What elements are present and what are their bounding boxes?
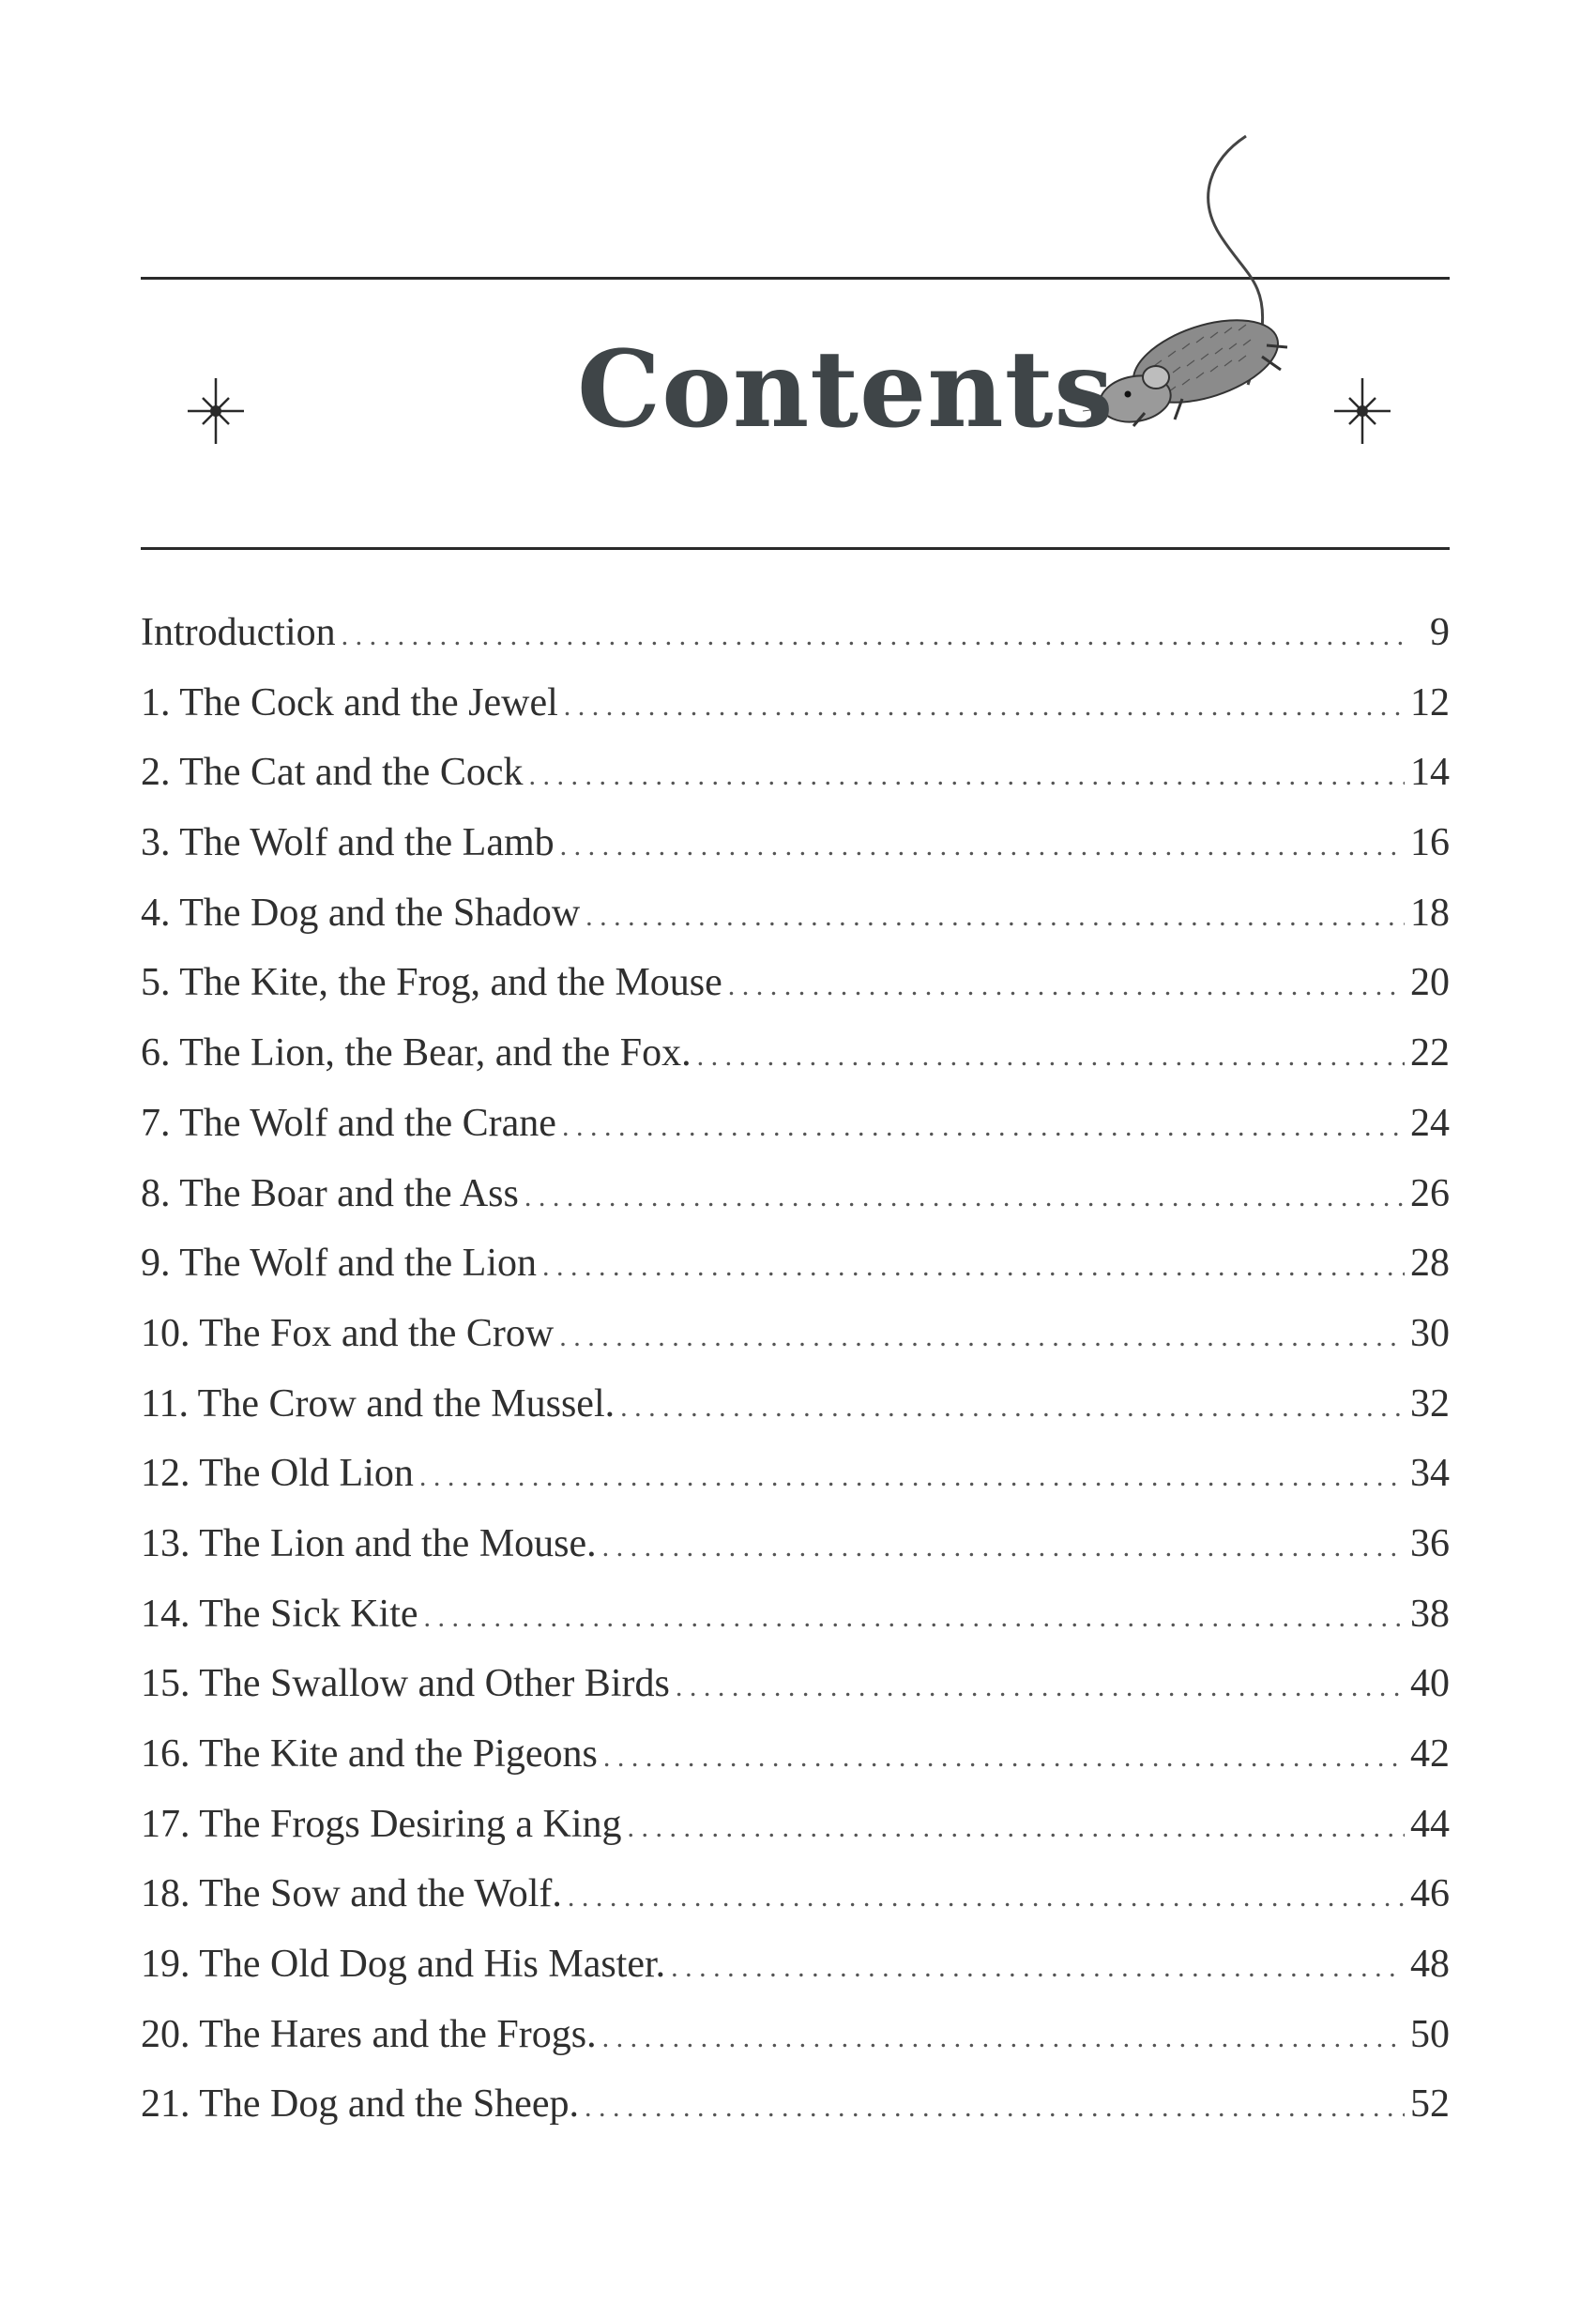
dot-leader bbox=[697, 1041, 1405, 1073]
dot-leader bbox=[671, 1952, 1405, 1984]
toc-entry-title: 5. The Kite, the Frog, and the Mouse bbox=[141, 961, 722, 1005]
toc-entry-page: 32 bbox=[1410, 1381, 1450, 1426]
toc-entry-page: 48 bbox=[1410, 1943, 1450, 1987]
toc-entry[interactable] bbox=[141, 1871, 1450, 1942]
toc-entry-title: 15. The Swallow and Other Birds bbox=[141, 1662, 670, 1706]
toc-entry-page: 50 bbox=[1410, 2012, 1450, 2056]
toc-entry-page: 12 bbox=[1410, 680, 1450, 724]
toc-entry-title: 12. The Old Lion bbox=[141, 1452, 414, 1496]
dot-leader bbox=[560, 831, 1405, 862]
toc-entry-page: 14 bbox=[1410, 751, 1450, 795]
toc-entry-page: 20 bbox=[1410, 961, 1450, 1005]
toc-entry[interactable] bbox=[141, 1731, 1450, 1802]
toc-entry[interactable] bbox=[141, 1592, 1450, 1662]
toc-entry-page: 9 bbox=[1430, 611, 1450, 654]
toc-entry-title: 1. The Cock and the Jewel bbox=[141, 680, 558, 724]
toc-entry-title: 13. The Lion and the Mouse. bbox=[141, 1521, 597, 1565]
dot-leader bbox=[602, 2022, 1405, 2054]
dot-leader bbox=[603, 1742, 1405, 1774]
toc-entry[interactable] bbox=[141, 1101, 1450, 1171]
toc-entry-title: 8. The Boar and the Ass bbox=[141, 1171, 519, 1215]
dot-leader bbox=[424, 1602, 1405, 1634]
toc-entry-title: 18. The Sow and the Wolf. bbox=[141, 1872, 562, 1916]
dot-leader bbox=[342, 620, 1406, 652]
toc-entry-title: Introduction bbox=[141, 611, 336, 654]
dot-leader bbox=[568, 1882, 1405, 1914]
toc-entry-title: 19. The Old Dog and His Master. bbox=[141, 1943, 666, 1987]
toc-entry-page: 18 bbox=[1410, 891, 1450, 935]
toc-entry-page: 44 bbox=[1410, 1802, 1450, 1846]
toc-entry-page: 38 bbox=[1410, 1592, 1450, 1636]
toc-entry-title: 20. The Hares and the Frogs. bbox=[141, 2012, 597, 2056]
toc-entry-title: 2. The Cat and the Cock bbox=[141, 751, 524, 795]
dot-leader bbox=[564, 691, 1405, 723]
toc-entry-title: 4. The Dog and the Shadow bbox=[141, 891, 581, 935]
star-ornament-icon bbox=[1334, 374, 1391, 449]
toc-entry-title: 9. The Wolf and the Lion bbox=[141, 1242, 537, 1286]
toc-entry[interactable] bbox=[141, 2082, 1450, 2152]
toc-entry-title: 7. The Wolf and the Crane bbox=[141, 1101, 556, 1145]
toc-entry[interactable] bbox=[141, 2012, 1450, 2082]
dot-leader bbox=[528, 760, 1405, 792]
page-title: Contents bbox=[577, 328, 1115, 451]
toc-entry-title: 3. The Wolf and the Lamb bbox=[141, 821, 555, 865]
toc-entry[interactable] bbox=[141, 1030, 1450, 1101]
dot-leader bbox=[585, 2092, 1405, 2124]
dot-leader bbox=[542, 1251, 1405, 1283]
dot-leader bbox=[419, 1461, 1405, 1493]
table-of-contents bbox=[141, 610, 1450, 2152]
toc-entry-page: 40 bbox=[1410, 1662, 1450, 1706]
toc-entry[interactable] bbox=[141, 1942, 1450, 2012]
toc-entry-page: 52 bbox=[1410, 2082, 1450, 2127]
dot-leader bbox=[676, 1671, 1405, 1703]
toc-entry[interactable] bbox=[141, 1802, 1450, 1872]
toc-entry[interactable] bbox=[141, 1311, 1450, 1381]
toc-entry[interactable] bbox=[141, 680, 1450, 751]
toc-entry-page: 26 bbox=[1410, 1171, 1450, 1215]
dot-leader bbox=[559, 1321, 1405, 1353]
toc-entry-page: 24 bbox=[1410, 1101, 1450, 1145]
toc-entry-page: 34 bbox=[1410, 1452, 1450, 1496]
dot-leader bbox=[602, 1532, 1405, 1563]
toc-entry-title: 21. The Dog and the Sheep. bbox=[141, 2082, 579, 2127]
bottom-rule bbox=[141, 547, 1450, 550]
toc-entry-page: 46 bbox=[1410, 1872, 1450, 1916]
toc-entry-title: 14. The Sick Kite bbox=[141, 1592, 418, 1636]
mouse-illustration bbox=[1079, 131, 1342, 450]
toc-entry-page: 16 bbox=[1410, 821, 1450, 865]
toc-entry[interactable] bbox=[141, 1451, 1450, 1521]
toc-entry-title: 6. The Lion, the Bear, and the Fox. bbox=[141, 1031, 692, 1075]
dot-leader bbox=[620, 1392, 1405, 1424]
toc-entry-page: 36 bbox=[1410, 1521, 1450, 1565]
dot-leader bbox=[585, 901, 1405, 933]
toc-entry[interactable] bbox=[141, 820, 1450, 891]
dot-leader bbox=[728, 970, 1405, 1002]
toc-entry[interactable] bbox=[141, 1171, 1450, 1242]
dot-leader bbox=[524, 1182, 1405, 1213]
dot-leader bbox=[562, 1111, 1405, 1143]
toc-entry[interactable] bbox=[141, 1661, 1450, 1731]
toc-entry[interactable] bbox=[141, 1381, 1450, 1452]
toc-entry-page: 30 bbox=[1410, 1311, 1450, 1355]
toc-entry[interactable] bbox=[141, 960, 1450, 1030]
toc-entry-title: 10. The Fox and the Crow bbox=[141, 1311, 555, 1355]
toc-entry-page: 28 bbox=[1410, 1242, 1450, 1286]
toc-entry[interactable] bbox=[141, 750, 1450, 820]
toc-entry-page: 42 bbox=[1410, 1732, 1450, 1776]
dot-leader bbox=[628, 1812, 1405, 1844]
toc-entry-title: 11. The Crow and the Mussel. bbox=[141, 1381, 616, 1426]
toc-entry-title: 16. The Kite and the Pigeons bbox=[141, 1732, 598, 1776]
toc-entry-page: 22 bbox=[1410, 1031, 1450, 1075]
toc-entry[interactable] bbox=[141, 1521, 1450, 1592]
toc-entry[interactable] bbox=[141, 610, 1450, 680]
toc-entry[interactable] bbox=[141, 1241, 1450, 1311]
toc-entry[interactable] bbox=[141, 891, 1450, 961]
toc-entry-title: 17. The Frogs Desiring a King bbox=[141, 1802, 622, 1846]
star-ornament-icon bbox=[188, 374, 244, 449]
